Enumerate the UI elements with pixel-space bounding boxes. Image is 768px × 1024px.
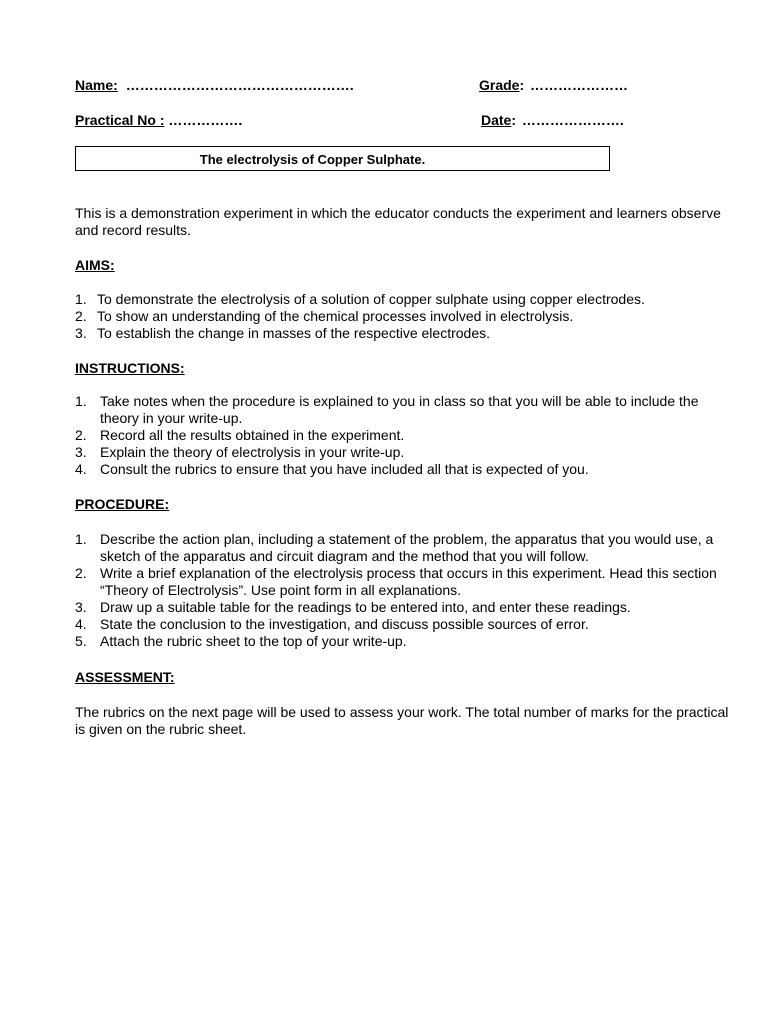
grade-label: Grade [479, 77, 520, 93]
aims-list [75, 291, 735, 342]
list-item: 2. To show an understanding of the chemical processes involved in electrolysis. [75, 308, 574, 324]
instructions-heading: INSTRUCTIONS: [75, 360, 185, 376]
title-box [75, 146, 610, 171]
list-item: 4. Consult the rubrics to ensure that you have included all that is expected of you. [75, 461, 589, 477]
grade-sep: : [519, 77, 525, 93]
practical-dots: ……………. [168, 112, 243, 128]
document-title: The electrolysis of Copper Sulphate. [199, 152, 426, 167]
practical-field [75, 112, 242, 129]
name-field [75, 77, 354, 94]
list-item: 5. Attach the rubric sheet to the top of your write-up. [75, 633, 407, 649]
date-label: Date [481, 112, 512, 128]
name-dots: …………………………………………. [125, 77, 354, 93]
list-item: 1. Describe the action plan, including a statement of the problem, the apparatus that you would use, a sketch of the apparatus and circuit diagram and the method that you will follow. [75, 531, 714, 564]
list-item: 4. State the conclusion to the investigation, and discuss possible sources of error. [75, 616, 589, 632]
list-item: 2. Write a brief explanation of the electrolysis process that occurs in this experiment. Head this section “Theory of Electrolysis”. Use point form in all explanations. [75, 565, 717, 598]
date-field [481, 112, 624, 129]
instructions-list [75, 393, 735, 478]
list-item: 3. To establish the change in masses of the respective electrodes. [75, 325, 490, 341]
procedure-heading: PROCEDURE: [75, 496, 170, 512]
name-label: Name: [75, 77, 118, 93]
date-sep: : [511, 112, 517, 128]
practical-label: Practical No : [75, 112, 165, 128]
intro-paragraph: This is a demonstration experiment in which the educator conducts the experiment and learners observe and record results. [75, 205, 721, 238]
procedure-list [75, 531, 735, 650]
assessment-heading: ASSESSMENT: [75, 669, 175, 685]
grade-dots: ………………… [530, 77, 629, 93]
date-dots: …………………. [521, 112, 624, 128]
assessment-paragraph: The rubrics on the next page will be used to assess your work. The total number of marks for the practical is given on the rubric sheet. [75, 704, 729, 737]
list-item: 1. Take notes when the procedure is explained to you in class so that you will be able to include the theory in your write-up. [75, 393, 699, 426]
list-item: 2. Record all the results obtained in the experiment. [75, 427, 405, 443]
grade-field [479, 77, 628, 94]
aims-heading: AIMS: [75, 257, 115, 273]
list-item: 1. To demonstrate the electrolysis of a solution of copper sulphate using copper electrodes. [75, 291, 645, 307]
list-item: 3. Explain the theory of electrolysis in your write-up. [75, 444, 405, 460]
list-item: 3. Draw up a suitable table for the readings to be entered into, and enter these readings. [75, 599, 631, 615]
